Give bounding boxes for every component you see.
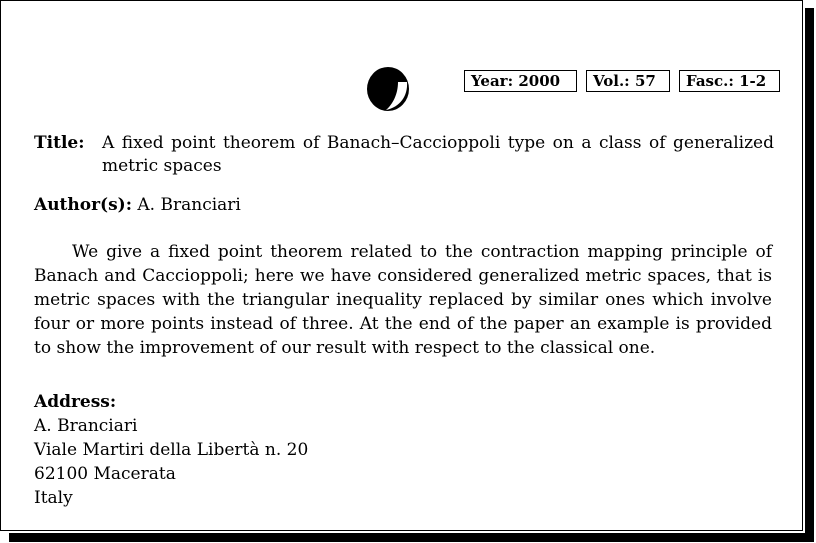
address-block [34, 390, 308, 510]
abstract-text: We give a fixed point theorem related to the contraction mapping principle of Banach and Caccioppoli; here we have considered generalized metric spaces, that is metric spaces with the triangular inequality replaced by similar ones which involve four or more points instead of three. At the end of the paper an example is provided to show the improvement of our result with respect to the classical one. [34, 242, 772, 358]
address-line-name: A. Branciari [34, 416, 138, 436]
title-block [34, 132, 774, 178]
address-line-street: Viale Martiri della Libertà n. 20 [34, 440, 309, 460]
address-line-country: Italy [34, 488, 73, 508]
card-shadow-bottom [9, 533, 814, 542]
paper-title: A fixed point theorem of Banach–Caccioppoli type on a class of generalized metric spaces [102, 133, 774, 176]
address-line-city: 62100 Macerata [34, 464, 176, 484]
volume-tag: Vol.: 57 [586, 70, 670, 92]
title-label: Title: [34, 133, 85, 153]
author-label: Author(s): [34, 195, 132, 215]
address-label: Address: [34, 392, 117, 412]
journal-logo-icon [367, 66, 411, 112]
fascicle-tag: Fasc.: 1-2 [679, 70, 780, 92]
author-name: A. Branciari [137, 195, 241, 215]
card-shadow-right [805, 8, 814, 541]
year-tag: Year: 2000 [464, 70, 577, 92]
author-block [34, 194, 241, 217]
